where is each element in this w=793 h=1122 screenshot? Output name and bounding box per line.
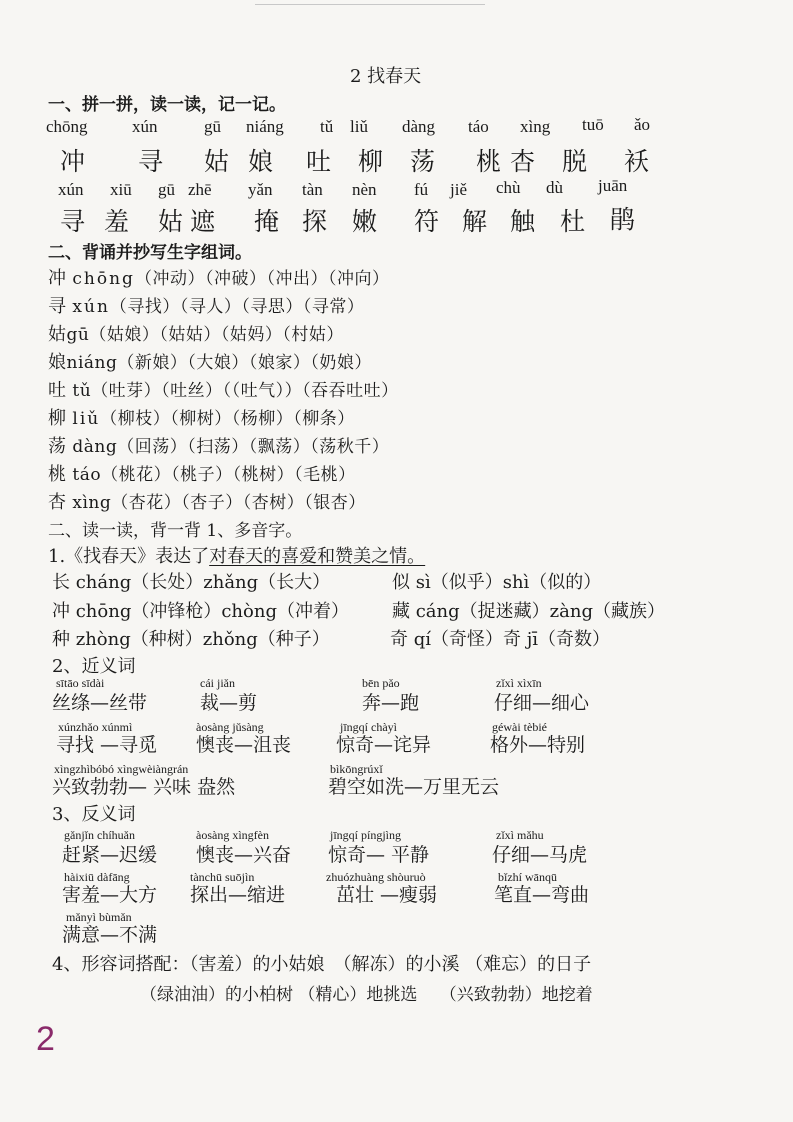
antonym-pair: 探出—缩进 (190, 884, 286, 906)
character: 娘 (248, 147, 274, 176)
character: 柳 (358, 147, 384, 176)
synonym-pair: 裁—剪 (200, 692, 258, 714)
line-words: （吐芽）（吐丝）（（吐气））（吞吞吐吐） (91, 381, 399, 401)
pinyin: chù (496, 178, 521, 197)
pinyin: gū (204, 117, 221, 136)
line-pinyin: dàng (72, 437, 118, 457)
item-1 (48, 542, 425, 568)
pinyin: dàng (402, 117, 436, 136)
line-char: 寻 (48, 296, 67, 317)
section-3-heading: 二、读一读，背一背 1、多音字。 (48, 521, 303, 541)
antonym-pinyin: zhuózhuàng shòuruò (326, 870, 426, 884)
line-char: 杏 (48, 492, 67, 513)
pinyin: ǎo (634, 115, 651, 134)
antonyms-heading: 3、反义词 (52, 804, 136, 825)
line-pinyin: gū (66, 325, 90, 345)
character: 嫩 (352, 207, 378, 236)
synonym-pair: 格外—特别 (490, 734, 586, 756)
line-words: （新娘）（大娘）（娘家）（奶娘） (117, 353, 372, 373)
line-words: （回荡）（扫荡）（飘荡）（荡秋千） (117, 437, 390, 457)
character: 姑 (204, 147, 230, 176)
adjective-line-1: 4、形容词搭配：（害羞）的小姑娘 （解冻）的小溪 （难忘）的日子 (52, 954, 592, 975)
word-line (48, 432, 389, 458)
line-pinyin: liǔ (72, 409, 101, 429)
character: 解 (462, 207, 488, 236)
pinyin: xún (132, 117, 158, 136)
line-pinyin: xìng (72, 493, 112, 513)
character: 荡 (410, 147, 436, 176)
antonym-pair: 害羞—大方 (62, 884, 158, 906)
synonym-pair: 懊丧—沮丧 (196, 734, 292, 756)
synonym-pair: 丝绦—丝带 (52, 692, 148, 714)
line-words: （冲动）（冲破）（冲出）（冲向） (134, 269, 390, 289)
character: 羞 (104, 207, 130, 236)
polyphone-right: 藏 cáng（捉迷藏）zàng（藏族） (392, 601, 665, 622)
pinyin: gū (158, 180, 175, 199)
character: 冲 (60, 147, 86, 176)
character: 桃 (476, 147, 502, 176)
character: 脱 (562, 147, 588, 176)
word-line (48, 348, 372, 374)
pinyin: yǎn (248, 180, 273, 199)
synonym-pinyin: xìngzhìbóbó xìngwèiàngrán (54, 762, 189, 776)
synonym-pinyin: cái jiǎn (200, 676, 235, 690)
antonym-pair: 赶紧—迟缓 (62, 844, 158, 866)
pinyin: xiū (110, 180, 132, 199)
synonym-pinyin: géwài tèbié (492, 720, 547, 734)
synonym-pinyin: sītāo sīdài (56, 676, 105, 690)
page-title: 2 找春天 (350, 66, 422, 87)
item-1-underlined: 对春天的喜爱和赞美之情。 (209, 546, 426, 567)
character: 探 (302, 207, 328, 236)
word-line (48, 488, 366, 514)
line-pinyin: tǔ (72, 381, 92, 401)
line-words: （柳枝）（柳树）（杨柳）（柳条） (100, 409, 355, 429)
line-words: （姑娘）（姑姑）（姑妈）（村姑） (89, 325, 344, 345)
antonym-pinyin: jīngqí píngjìng (330, 828, 402, 842)
character: 符 (414, 207, 440, 236)
line-char: 桃 (48, 464, 67, 485)
synonym-pair: 仔细—细心 (494, 692, 590, 714)
antonym-pinyin: hàixiū dàfāng (64, 870, 130, 884)
character: 寻 (60, 207, 86, 236)
line-char: 冲 (48, 268, 67, 289)
word-line (48, 404, 355, 430)
word-line (48, 460, 356, 486)
antonym-pinyin: tànchū suōjìn (190, 870, 255, 884)
pinyin: tàn (302, 180, 323, 199)
adjective-line-2: （绿油油）的小柏树 （精心）地挑选 （兴致勃勃）地挖着 (140, 985, 593, 1005)
scan-edge (255, 0, 485, 5)
section-1-heading: 一、拼一拼，读一读，记一记。 (48, 95, 286, 115)
word-line (48, 292, 364, 318)
synonym-pair: 奔—跑 (362, 692, 420, 714)
antonym-pair: 仔细—马虎 (492, 844, 588, 866)
line-char: 荡 (48, 436, 67, 457)
synonym-pinyin: bìkōngrúxǐ (330, 762, 383, 776)
pinyin: zhē (188, 180, 212, 199)
antonym-pinyin: mǎnyì bùmǎn (66, 910, 132, 924)
antonym-pair: 懊丧—兴奋 (196, 844, 292, 866)
antonym-pinyin: àosàng xìngfèn (196, 828, 269, 842)
synonyms-heading: 2、近义词 (52, 656, 136, 677)
character: 鹃 (610, 205, 636, 234)
pinyin: táo (468, 117, 489, 136)
character: 吐 (306, 147, 332, 176)
antonym-pair: 茁壮 —瘦弱 (336, 884, 438, 906)
character: 姑 (158, 207, 184, 236)
synonym-pinyin: jīngqí chàyì (340, 720, 397, 734)
handwritten-page-number: 2 (36, 1020, 55, 1058)
polyphone-left: 种 zhòng（种树）zhǒng（种子） (52, 629, 330, 650)
word-line (48, 264, 389, 290)
antonym-pair: 笔直—弯曲 (494, 884, 590, 906)
line-char: 吐 (48, 380, 67, 401)
character: 杜 (560, 207, 586, 236)
line-words: （寻找）（寻人）（寻思）（寻常） (109, 297, 365, 317)
synonym-pair: 惊奇—诧异 (336, 734, 432, 756)
line-words: （杏花）（杏子）（杏树）（银杏） (111, 493, 366, 513)
synonym-pinyin: zǐxì xìxīn (496, 676, 542, 690)
item-1-prefix: 1.《找春天》表达了 (48, 546, 210, 567)
line-words: （桃花）（桃子）（桃树）（毛桃） (101, 465, 356, 485)
synonym-pair: 寻找 —寻觅 (56, 734, 158, 756)
pinyin: dù (546, 178, 563, 197)
antonym-pinyin: zǐxì mǎhu (496, 828, 544, 842)
word-line (48, 376, 399, 402)
pinyin: tǔ (320, 117, 334, 136)
section-2-heading: 二、背诵并抄写生字组词。 (48, 243, 252, 263)
pinyin: juān (598, 176, 628, 195)
polyphone-right: 奇 qí（奇怪）奇 jī（奇数） (390, 629, 611, 650)
line-pinyin: xún (72, 297, 110, 317)
line-char: 姑 (48, 324, 67, 345)
line-pinyin: táo (72, 465, 102, 485)
antonym-pair: 惊奇— 平静 (328, 844, 430, 866)
synonym-pinyin: bēn pǎo (362, 676, 400, 690)
line-char: 娘 (48, 352, 67, 373)
line-pinyin: chōng (72, 269, 135, 289)
line-char: 柳 (48, 408, 67, 429)
pinyin: niáng (246, 117, 284, 136)
pinyin: tuō (582, 115, 604, 134)
character: 掩 (254, 207, 280, 236)
pinyin: fú (414, 180, 429, 199)
line-pinyin: niáng (66, 353, 118, 373)
word-line (48, 320, 344, 346)
character: 遮 (190, 207, 216, 236)
pinyin: nèn (352, 180, 377, 199)
pinyin: xún (58, 180, 84, 199)
synonym-pair: 兴致勃勃— 兴味 盎然 (52, 776, 236, 798)
character: 寻 (138, 147, 164, 176)
pinyin: jiě (450, 180, 467, 199)
character: 触 (510, 207, 536, 236)
pinyin: chōng (46, 117, 88, 136)
character: 袄 (624, 147, 650, 176)
antonym-pinyin: gǎnjǐn chíhuǎn (64, 828, 135, 842)
polyphone-left: 长 cháng（长处）zhǎng（长大） (52, 572, 331, 593)
synonym-pinyin: àosàng jǔsàng (196, 720, 264, 734)
character: 杏 (510, 147, 536, 176)
synonym-pinyin: xúnzhǎo xúnmì (58, 720, 133, 734)
polyphone-left: 冲 chōng（冲锋枪）chòng（冲着） (52, 601, 349, 622)
pinyin: liǔ (350, 117, 368, 136)
antonym-pair: 满意—不满 (62, 924, 158, 946)
synonym-pair: 碧空如洗—万里无云 (328, 776, 500, 798)
polyphone-right: 似 sì（似乎）shì（似的） (392, 572, 602, 593)
antonym-pinyin: bǐzhí wānqū (498, 870, 557, 884)
pinyin: xìng (520, 117, 551, 136)
